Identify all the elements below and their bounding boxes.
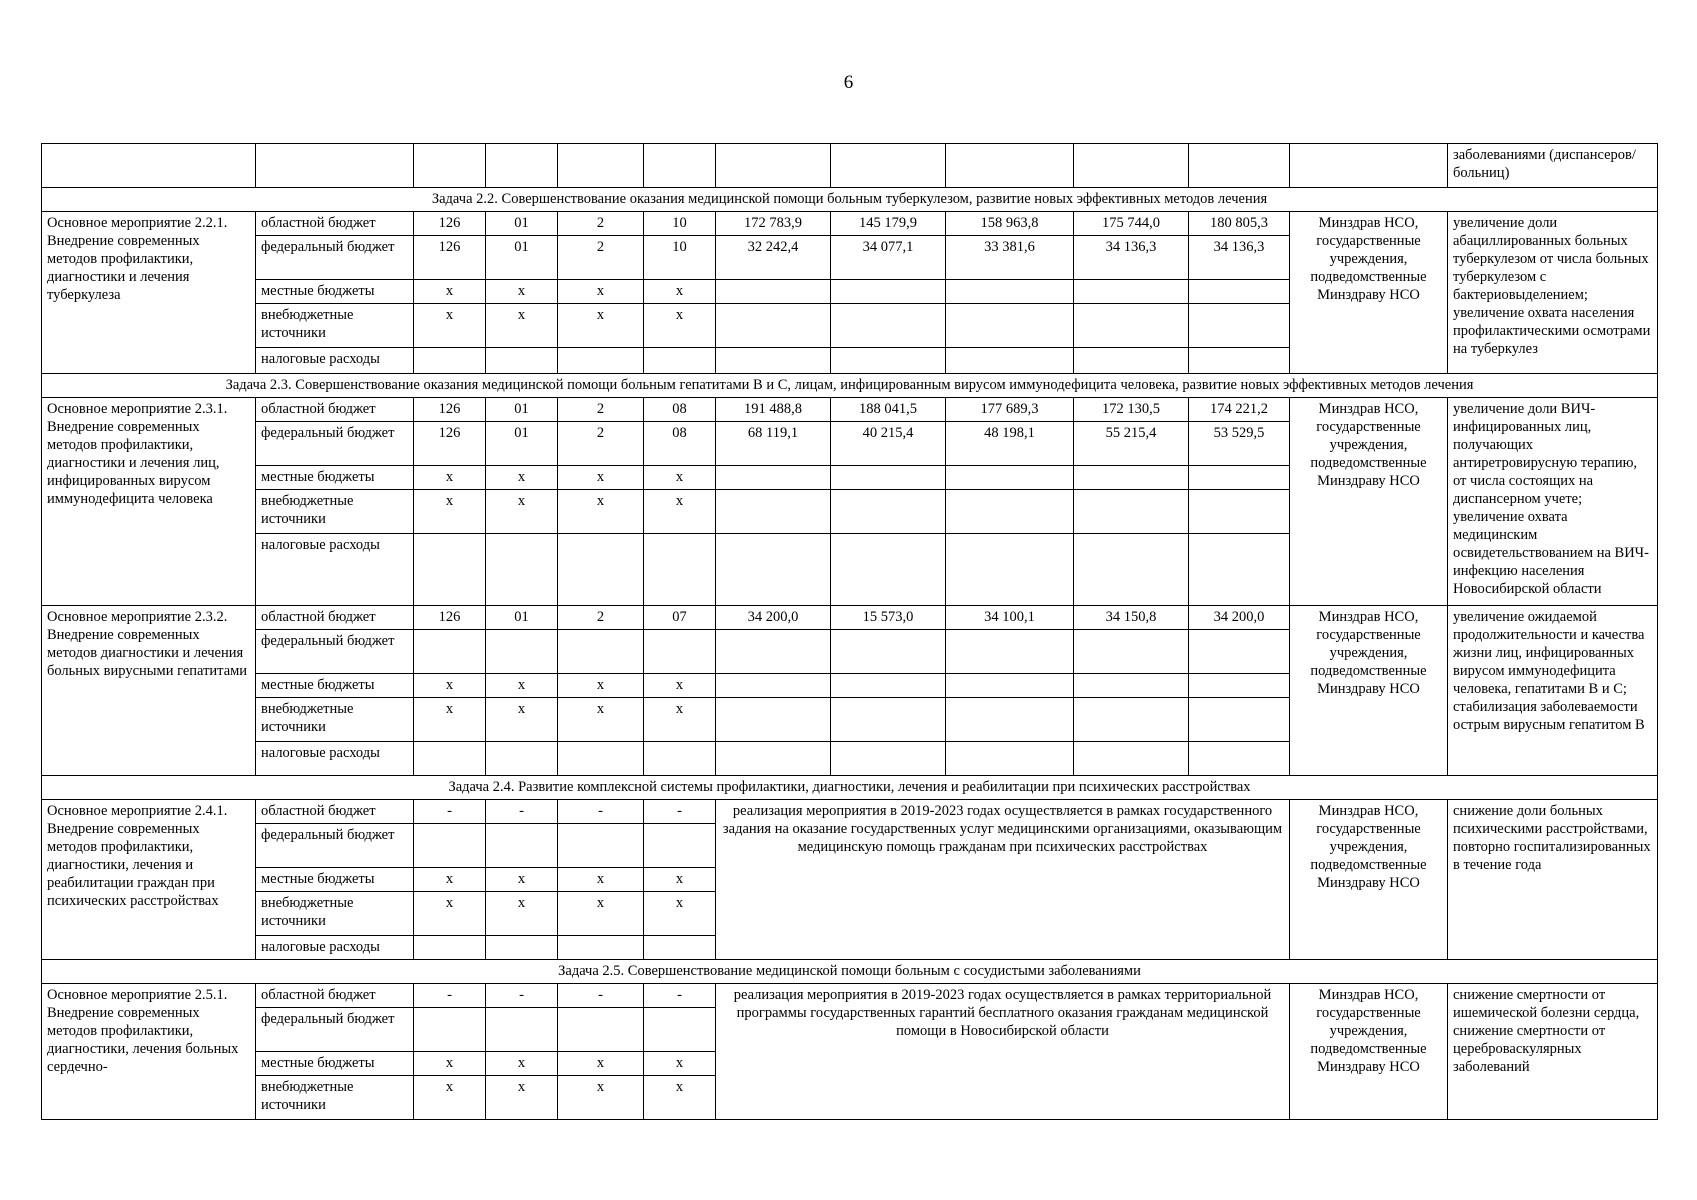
funding-amount (1074, 348, 1189, 374)
budget-code: x (414, 466, 486, 490)
funding-amount (716, 280, 831, 304)
funding-amount (716, 742, 831, 776)
budget-code (644, 936, 716, 960)
budget-code (486, 534, 558, 606)
funding-amount (1189, 280, 1290, 304)
budget-code: x (644, 892, 716, 936)
budget-code: - (558, 800, 644, 824)
expected-result: снижение доли больных психическими расстройствами, повторно госпитализированных в течение года (1448, 800, 1658, 960)
funding-amount: 180 805,3 (1189, 212, 1290, 236)
budget-code (558, 936, 644, 960)
funding-amount (831, 490, 946, 534)
funding-source: областной бюджет (256, 212, 414, 236)
budget-code: x (644, 304, 716, 348)
funding-source: местные бюджеты (256, 868, 414, 892)
budget-code: x (558, 304, 644, 348)
continuation-result: заболеваниями (диспансеров/больниц) (1448, 144, 1658, 188)
funding-amount (946, 698, 1074, 742)
budget-code: 01 (486, 398, 558, 422)
budget-code: x (558, 868, 644, 892)
funding-source: налоговые расходы (256, 936, 414, 960)
budget-code: x (486, 1076, 558, 1120)
funding-amount: 33 381,6 (946, 236, 1074, 280)
budget-code: x (558, 698, 644, 742)
budget-code: 126 (414, 398, 486, 422)
funding-amount: 55 215,4 (1074, 422, 1189, 466)
budget-code: x (414, 280, 486, 304)
table-row (42, 606, 1658, 630)
budget-code: x (414, 892, 486, 936)
budget-code: - (644, 800, 716, 824)
funding-amount (1189, 674, 1290, 698)
budget-code: 01 (486, 236, 558, 280)
funding-amount (946, 348, 1074, 374)
budget-code: x (644, 674, 716, 698)
funding-amount (1189, 466, 1290, 490)
budget-code: x (558, 674, 644, 698)
budget-code: 01 (486, 212, 558, 236)
expected-result: увеличение доли ВИЧ-инфицированных лиц, получающих антиретровирусную терапию, от числа состоящих на диспансерном учете; увеличение охвата медицинским освидетельствованием на ВИЧ-инфекцию населения Новосибирской области (1448, 398, 1658, 606)
task-title: Задача 2.3. Совершенствование оказания медицинской помощи больным гепатитами B и C, лицам, инфицированным вирусом иммунодефицита человека, развитие новых эффективных методов лечения (42, 374, 1658, 398)
funding-amount (1074, 534, 1189, 606)
budget-code: x (644, 280, 716, 304)
funding-amount (946, 304, 1074, 348)
funding-source: областной бюджет (256, 984, 414, 1008)
budget-code: x (486, 466, 558, 490)
expected-result: увеличение ожидаемой продолжительности и качества жизни лиц, инфицированных вирусом иммунодефицита человека, гепатитами B и C; стабилизация заболеваемости острым вирусным гепатитом B (1448, 606, 1658, 776)
funding-source: внебюджетные источники (256, 304, 414, 348)
budget-code: x (486, 1052, 558, 1076)
budget-code (414, 630, 486, 674)
budget-code: x (486, 892, 558, 936)
budget-code: x (558, 466, 644, 490)
funding-amount (716, 630, 831, 674)
funding-source: федеральный бюджет (256, 630, 414, 674)
budget-code (486, 936, 558, 960)
budget-code: x (644, 466, 716, 490)
funding-amount: 40 215,4 (831, 422, 946, 466)
budget-code: 2 (558, 236, 644, 280)
budget-code: x (486, 304, 558, 348)
funding-amount: 34 136,3 (1189, 236, 1290, 280)
budget-code: 126 (414, 422, 486, 466)
funding-source: областной бюджет (256, 800, 414, 824)
funding-source: налоговые расходы (256, 742, 414, 776)
funding-amount: 188 041,5 (831, 398, 946, 422)
budget-code: 01 (486, 422, 558, 466)
funding-amount (1074, 280, 1189, 304)
budget-code: - (558, 984, 644, 1008)
funding-amount: 177 689,3 (946, 398, 1074, 422)
funding-source: местные бюджеты (256, 1052, 414, 1076)
budget-code: x (558, 280, 644, 304)
funding-source: федеральный бюджет (256, 236, 414, 280)
funding-amount: 48 198,1 (946, 422, 1074, 466)
funding-amount: 34 200,0 (1189, 606, 1290, 630)
funding-source: федеральный бюджет (256, 824, 414, 868)
funding-amount (946, 280, 1074, 304)
budget-code: 07 (644, 606, 716, 630)
budget-code: x (486, 280, 558, 304)
expected-result: увеличение доли абациллированных больных туберкулезом от числа больных туберкулезом с бактериовыделением; увеличение охвата населения профилактическими осмотрами на туберкулез (1448, 212, 1658, 374)
budget-code (644, 534, 716, 606)
budget-code (414, 742, 486, 776)
continuation-row (42, 144, 1658, 188)
executor: Минздрав НСО, государственные учреждения, подведомственные Минздраву НСО (1290, 606, 1448, 776)
funding-source: местные бюджеты (256, 674, 414, 698)
funding-source: федеральный бюджет (256, 422, 414, 466)
budget-code (414, 824, 486, 868)
funding-amount (831, 698, 946, 742)
budget-code: - (644, 984, 716, 1008)
funding-source: местные бюджеты (256, 280, 414, 304)
funding-source: внебюджетные источники (256, 698, 414, 742)
budget-code: 10 (644, 212, 716, 236)
funding-amount (946, 466, 1074, 490)
task-title: Задача 2.5. Совершенствование медицинской помощи больным с сосудистыми заболеваниями (42, 960, 1658, 984)
funding-amount (1189, 630, 1290, 674)
budget-code: x (644, 490, 716, 534)
budget-code (644, 824, 716, 868)
budget-code: x (558, 1052, 644, 1076)
funding-amount: 34 100,1 (946, 606, 1074, 630)
table-row (42, 398, 1658, 422)
funding-amount: 145 179,9 (831, 212, 946, 236)
budget-code (558, 348, 644, 374)
task-row (42, 374, 1658, 398)
funding-amount (1189, 698, 1290, 742)
funding-amount (1074, 674, 1189, 698)
budget-code (486, 630, 558, 674)
funding-amount (1189, 304, 1290, 348)
funding-amount: 34 077,1 (831, 236, 946, 280)
funding-amount (716, 674, 831, 698)
budget-code: x (558, 892, 644, 936)
budget-code: x (486, 698, 558, 742)
budget-code (558, 824, 644, 868)
funding-amount (831, 304, 946, 348)
funding-amount: 172 130,5 (1074, 398, 1189, 422)
funding-amount (831, 742, 946, 776)
funding-source: налоговые расходы (256, 534, 414, 606)
budget-code: x (644, 868, 716, 892)
budget-code (414, 348, 486, 374)
budget-code (486, 742, 558, 776)
budget-code: x (414, 674, 486, 698)
budget-code (644, 1008, 716, 1052)
budget-code: 126 (414, 606, 486, 630)
funding-source: местные бюджеты (256, 466, 414, 490)
page-number: 6 (843, 72, 854, 93)
budget-code: x (644, 1052, 716, 1076)
funding-amount (831, 280, 946, 304)
implementation-note: реализация мероприятия в 2019-2023 годах осуществляется в рамках государственного задания на оказание государственных услуг медицинскими организациями, оказывающим медицинскую помощь гражданам при психических расстройствах (716, 800, 1290, 960)
funding-source: внебюджетные источники (256, 892, 414, 936)
funding-amount (946, 674, 1074, 698)
budget-code (644, 348, 716, 374)
measure-name: Основное мероприятие 2.4.1. Внедрение современных методов профилактики, диагностики, лечения и реабилитации граждан при психических расстройствах (42, 800, 256, 960)
funding-amount (1189, 490, 1290, 534)
task-row (42, 776, 1658, 800)
funding-amount (716, 490, 831, 534)
funding-amount: 34 150,8 (1074, 606, 1189, 630)
funding-amount (831, 534, 946, 606)
budget-code: x (486, 674, 558, 698)
funding-amount (831, 466, 946, 490)
budget-code (414, 1008, 486, 1052)
funding-amount: 174 221,2 (1189, 398, 1290, 422)
budget-code: 08 (644, 422, 716, 466)
funding-amount (831, 348, 946, 374)
funding-amount: 68 119,1 (716, 422, 831, 466)
funding-source: федеральный бюджет (256, 1008, 414, 1052)
budget-code (558, 630, 644, 674)
funding-amount: 175 744,0 (1074, 212, 1189, 236)
budget-code: x (414, 868, 486, 892)
budget-code (558, 534, 644, 606)
funding-amount (946, 534, 1074, 606)
budget-code (644, 630, 716, 674)
table-row (42, 212, 1658, 236)
budget-code: x (486, 868, 558, 892)
funding-amount (716, 534, 831, 606)
budget-code: x (644, 698, 716, 742)
table-row (42, 800, 1658, 824)
funding-amount: 158 963,8 (946, 212, 1074, 236)
budget-code: 2 (558, 606, 644, 630)
executor: Минздрав НСО, государственные учреждения, подведомственные Минздраву НСО (1290, 800, 1448, 960)
executor: Минздрав НСО, государственные учреждения, подведомственные Минздраву НСО (1290, 398, 1448, 606)
funding-amount: 15 573,0 (831, 606, 946, 630)
funding-amount (946, 490, 1074, 534)
executor: Минздрав НСО, государственные учреждения, подведомственные Минздраву НСО (1290, 984, 1448, 1120)
budget-code: - (486, 800, 558, 824)
funding-source: областной бюджет (256, 606, 414, 630)
budget-code (486, 824, 558, 868)
expected-result: снижение смертности от ишемической болезни сердца, снижение смертности от цереброваскулярных заболеваний (1448, 984, 1658, 1120)
budget-code: x (414, 490, 486, 534)
program-table (41, 143, 1658, 1120)
measure-name: Основное мероприятие 2.3.1. Внедрение современных методов профилактики, диагностики и лечения лиц, инфицированных вирусом иммунодефицита человека (42, 398, 256, 606)
funding-amount: 172 783,9 (716, 212, 831, 236)
budget-code: x (414, 1076, 486, 1120)
funding-amount (1189, 742, 1290, 776)
budget-code: x (414, 1052, 486, 1076)
budget-code: - (486, 984, 558, 1008)
funding-amount (831, 674, 946, 698)
budget-code (558, 742, 644, 776)
budget-code: 10 (644, 236, 716, 280)
funding-amount (1189, 534, 1290, 606)
funding-amount: 191 488,8 (716, 398, 831, 422)
funding-amount: 53 529,5 (1189, 422, 1290, 466)
funding-source: внебюджетные источники (256, 1076, 414, 1120)
budget-code (486, 348, 558, 374)
budget-code: 2 (558, 422, 644, 466)
funding-amount (1074, 466, 1189, 490)
budget-code: 126 (414, 236, 486, 280)
funding-amount (1074, 698, 1189, 742)
task-row (42, 188, 1658, 212)
funding-source: областной бюджет (256, 398, 414, 422)
budget-code: x (414, 304, 486, 348)
implementation-note: реализация мероприятия в 2019-2023 годах осуществляется в рамках территориальной программы государственных гарантий бесплатного оказания гражданам медицинской помощи в Новосибирской области (716, 984, 1290, 1120)
funding-amount: 32 242,4 (716, 236, 831, 280)
budget-code: x (558, 1076, 644, 1120)
budget-code: - (414, 800, 486, 824)
budget-code: x (558, 490, 644, 534)
budget-code: 126 (414, 212, 486, 236)
funding-amount (1074, 304, 1189, 348)
measure-name: Основное мероприятие 2.2.1. Внедрение современных методов профилактики, диагностики и лечения туберкулеза (42, 212, 256, 374)
table-body (42, 144, 1658, 1120)
funding-amount (716, 304, 831, 348)
budget-code: 01 (486, 606, 558, 630)
funding-amount (831, 630, 946, 674)
executor: Минздрав НСО, государственные учреждения, подведомственные Минздраву НСО (1290, 212, 1448, 374)
funding-amount (1074, 490, 1189, 534)
funding-amount (1074, 630, 1189, 674)
funding-amount (716, 348, 831, 374)
funding-amount (1189, 348, 1290, 374)
funding-amount (946, 630, 1074, 674)
table-row (42, 984, 1658, 1008)
measure-name: Основное мероприятие 2.5.1. Внедрение современных методов профилактики, диагностики, лечения больных сердечно- (42, 984, 256, 1120)
task-row (42, 960, 1658, 984)
budget-code: 2 (558, 398, 644, 422)
task-title: Задача 2.4. Развитие комплексной системы профилактики, диагностики, лечения и реабилитации при психических расстройствах (42, 776, 1658, 800)
funding-amount (716, 698, 831, 742)
budget-code (558, 1008, 644, 1052)
funding-amount (716, 466, 831, 490)
measure-name: Основное мероприятие 2.3.2. Внедрение современных методов диагностики и лечения больных вирусными гепатитами (42, 606, 256, 776)
budget-code: 08 (644, 398, 716, 422)
budget-code: 2 (558, 212, 644, 236)
budget-code: x (486, 490, 558, 534)
budget-code (414, 936, 486, 960)
budget-code (486, 1008, 558, 1052)
budget-code: x (414, 698, 486, 742)
budget-code (644, 742, 716, 776)
budget-code: - (414, 984, 486, 1008)
funding-source: налоговые расходы (256, 348, 414, 374)
funding-amount: 34 200,0 (716, 606, 831, 630)
funding-amount (1074, 742, 1189, 776)
funding-amount (946, 742, 1074, 776)
budget-code (414, 534, 486, 606)
task-title: Задача 2.2. Совершенствование оказания медицинской помощи больным туберкулезом, развитие новых эффективных методов лечения (42, 188, 1658, 212)
funding-source: внебюджетные источники (256, 490, 414, 534)
funding-amount: 34 136,3 (1074, 236, 1189, 280)
budget-code: x (644, 1076, 716, 1120)
